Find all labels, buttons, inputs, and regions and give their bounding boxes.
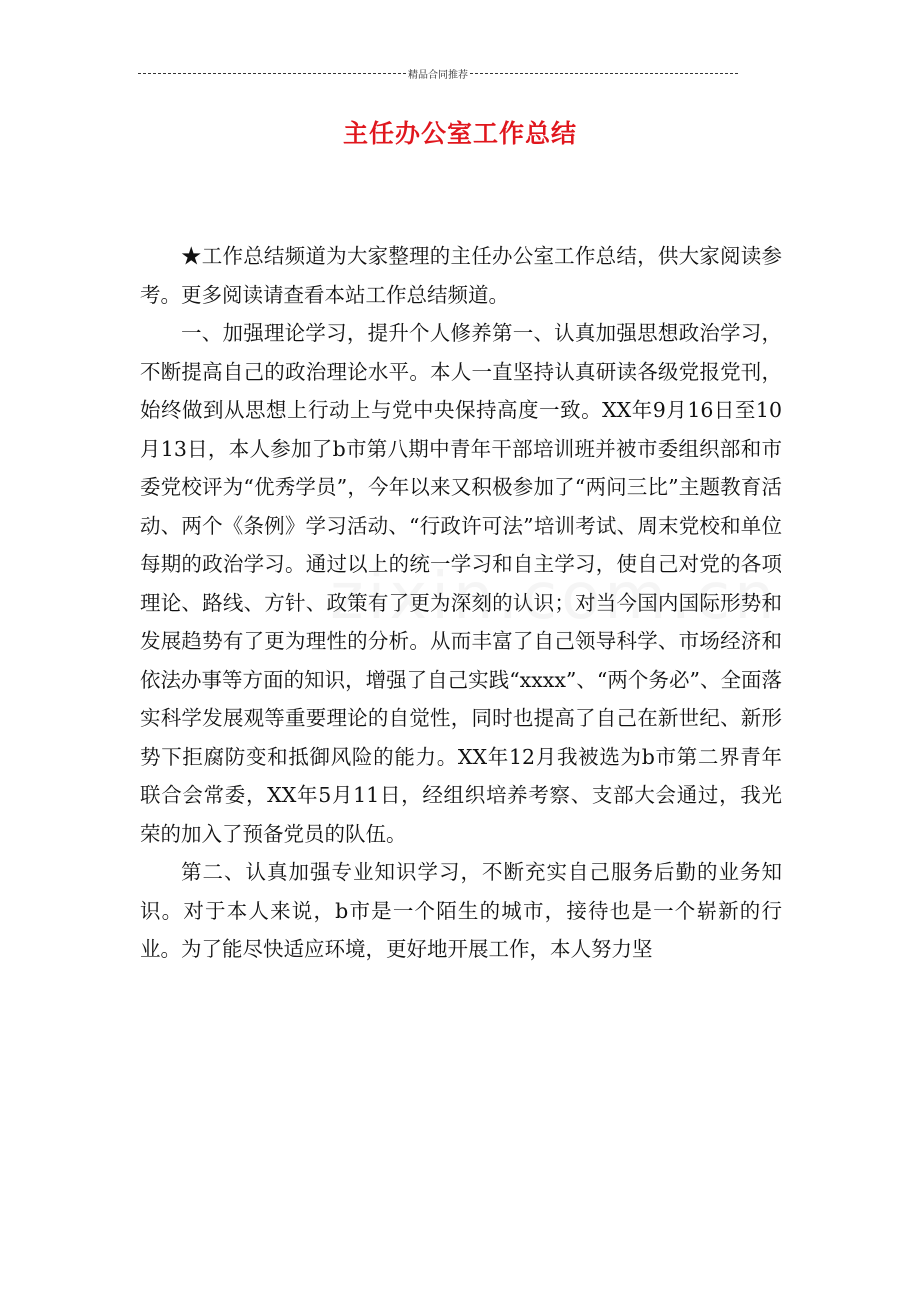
page-header [138,66,738,81]
document-title: 主任办公室工作总结 [342,119,577,148]
paragraph-intro: ★工作总结频道为大家整理的主任办公室工作总结，供大家阅读参考。更多阅读请查看本站工作总结频道。 [140,244,782,307]
paragraph-section-2: 第二、认真加强专业知识学习，不断充实自己服务后勤的业务知识。对于本人来说，b市是一个陌生的城市，接待也是一个崭新的行业。为了能尽快适应环境，更好地开展工作，本人努力坚 [140,860,782,961]
header-label: 精品合同推荐 [408,70,468,81]
paragraph-section-1: 一、加强理论学习，提升个人修养第一、认真加强思想政治学习，不断提高自己的政治理论水平。本人一直坚持认真研读各级党报党刊，始终做到从思想上行动上与党中央保持高度一致。XX年9月16日至10月13日，本人参加了b市第八期中青年干部培训班并被市委组织部和市委党校评为“优秀学员”，今年以来又积极参加了“两问三比”主题教育活动、两个《条例》学习活动、“行政许可法”培训考试、周末党校和单位每期的政治学习。通过以上的统一学习和自主学习，使自己对党的各项理论、路线、方针、政策有了更为深刻的认识；对当今国内国际形势和发展趋势有了更为理性的分析。从而丰富了自己领导科学、市场经济和依法办事等方面的知识，增强了自己实践“xxxx”、“两个务必”、全面落实科学发展观等重要理论的自觉性，同时也提高了自己在新世纪、新形势下拒腐防变和抵御风险的能力。XX年12月我被选为b市第二界青年联合会常委，XX年5月11日，经组织培养考察、支部大会通过，我光荣的加入了预备党员的队伍。 [140,321,782,846]
header-divider-right [470,73,738,74]
document-body [140,237,782,969]
header-divider-left [138,73,406,74]
